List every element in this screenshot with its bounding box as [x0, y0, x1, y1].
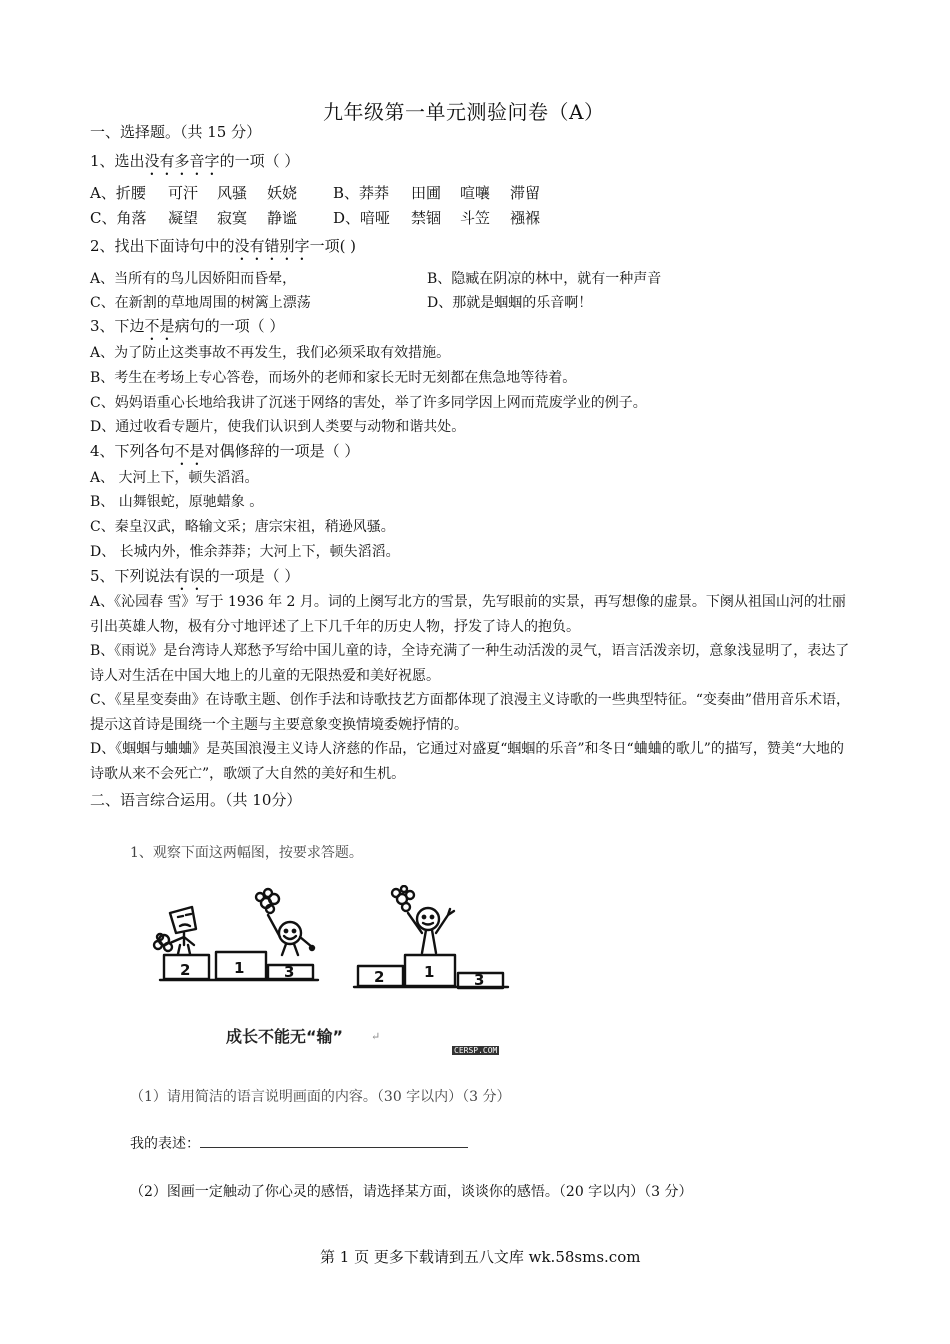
q1-stem: [90, 150, 299, 179]
return-mark-icon: ↵: [371, 1030, 381, 1043]
q1-word: 寂寞: [217, 209, 248, 227]
right-podium-label-3: 3: [474, 971, 485, 989]
q1-stem-emphasis: 没有多音字: [144, 152, 220, 170]
q1-row1: [90, 182, 540, 204]
answer-line: [130, 1133, 468, 1155]
q4-option-c: C、秦皇汉武，略输文采；唐宗宋祖，稍逊风骚。: [90, 519, 395, 535]
q2-option-c: C、在新割的草地周围的树篱上漂荡: [90, 295, 311, 311]
q2-stem-emphasis: 没有错别字: [234, 237, 310, 255]
q1-word: 滞留: [510, 184, 541, 202]
q5-stem-pre: 5、下列说法: [90, 567, 175, 585]
q1-word: 禁锢: [411, 209, 442, 227]
q4-stem: [90, 440, 359, 469]
q1-option-b: B、莽莽: [333, 184, 390, 202]
q4-option-b: B、 山舞银蛇，原驰蜡象 。: [90, 494, 264, 510]
q1-row2: [90, 207, 540, 229]
q4-stem-pre: 4、下列各句: [90, 442, 175, 460]
q1-word: 可汗: [168, 184, 199, 202]
q3-stem-post: 病句的一项（ ）: [174, 317, 285, 335]
q2-stem: [90, 235, 356, 264]
podium-cartoon-figure: [140, 885, 520, 1060]
section2-q1: 1、观察下面这两幅图，按要求答题。: [130, 845, 363, 861]
section2-heading: 二、语言综合运用。（共 10分）: [90, 791, 302, 809]
q1-stem-post: 的一项（ ）: [219, 152, 300, 170]
q5-option-a: A、《沁园春 雪》写于 1936 年 2 月。词的上阕写北方的雪景，先写眼前的实景，再写想像的虚景。下阕从祖国山河的壮丽引出英雄人物，极有分寸地评述了上下几千年的历史人物，抒发了诗人的抱负。: [90, 594, 846, 635]
q1-option-c: C、角落: [90, 209, 147, 227]
q1-word: 凝望: [168, 209, 199, 227]
q4-option-d: D、 长城内外，惟余莽莽；大河上下，顿失滔滔。: [90, 544, 400, 560]
q5-option-b: B、《雨说》是台湾诗人郑愁予写给中国儿童的诗，全诗充满了一种生动活泼的灵气，语言活泼亲切，意象浅显明了，表达了诗人对生活在中国大地上的儿童的无限热爱和美好祝愿。: [90, 643, 850, 684]
q2-stem-post: 一项( ): [309, 237, 357, 255]
q3-stem-emphasis: 不是: [144, 317, 175, 335]
q5-option-d: D、《蝈蝈与蛐蛐》是英国浪漫主义诗人济慈的作品，它通过对盛夏“蝈蝈的乐音”和冬日“蛐蛐的歌儿”的描写，赞美“大地的诗歌从来不会死亡”，歌颂了大自然的美好和生机。: [90, 741, 845, 782]
q4-option-a: A、 大河上下，顿失滔滔。: [90, 470, 259, 486]
figure-watermark: CERSP.COM: [454, 1046, 498, 1055]
figure-caption: 成长不能无“输”: [226, 1027, 344, 1046]
section2-sub2: （2）图画一定触动了你心灵的感悟，请选择某方面，谈谈你的感悟。（20 字以内）（3 分）: [130, 1184, 693, 1200]
q1-word: 妖娆: [267, 184, 298, 202]
left-podium-label-3: 3: [284, 963, 295, 981]
q3-option-b: B、考生在考场上专心答卷，而场外的老师和家长无时无刻都在焦急地等待着。: [90, 370, 577, 386]
q1-word: 喧嚷: [460, 184, 491, 202]
q2-stem-pre: 2、找出下面诗句中的: [90, 237, 235, 255]
left-podium-label-2: 2: [180, 961, 191, 979]
q1-option-d: D、喑哑: [333, 209, 391, 227]
q5-option-c: C、《星星变奏曲》在诗歌主题、创作手法和诗歌技艺方面都体现了浪漫主义诗歌的一些典型特征。“变奏曲”借用音乐术语，提示这首诗是围绕一个主题与主要意象变换情境委婉抒情的。: [90, 692, 851, 733]
q3-stem-pre: 3、下边: [90, 317, 145, 335]
right-podium-label-1: 1: [424, 963, 435, 981]
q1-word: 襁褓: [510, 209, 541, 227]
q2-option-b: B、隐臧在阴凉的林中，就有一种声音: [427, 271, 662, 287]
answer-label: 我的表述：: [130, 1136, 200, 1152]
q5-stem-post: 的一项是（ ）: [204, 567, 300, 585]
q2-option-a: A、当所有的鸟儿因娇阳而昏晕，: [90, 271, 297, 287]
q1-word: 静谧: [267, 209, 298, 227]
q4-stem-emphasis: 不是: [174, 442, 205, 460]
q1-option-a: A、折腰: [90, 184, 146, 202]
q4-stem-post: 对偶修辞的一项是（ ）: [204, 442, 360, 460]
q1-word: 风骚: [217, 184, 248, 202]
q2-option-d: D、那就是蝈蝈的乐音啊！: [427, 295, 593, 311]
q1-stem-pre: 1、选出: [90, 152, 145, 170]
section1-heading: 一、选择题。（共 15 分）: [90, 123, 262, 141]
page-footer: 第 1 页 更多下载请到五八文库 wk.58sms.com: [320, 1248, 641, 1266]
q3-stem: [90, 315, 284, 344]
section2-sub1: （1）请用简洁的语言说明画面的内容。（30 字以内）（3 分）: [130, 1089, 511, 1105]
q5-stem-emphasis: 有误: [174, 567, 205, 585]
q3-option-d: D、通过收看专题片，使我们认识到人类要与动物和谐共处。: [90, 419, 466, 435]
left-podium-label-1: 1: [234, 959, 245, 977]
q3-option-c: C、妈妈语重心长地给我讲了沉迷于网络的害处，举了许多同学因上网而荒废学业的例子。: [90, 395, 647, 411]
answer-blank-input[interactable]: [200, 1133, 468, 1148]
q1-word: 斗笠: [460, 209, 491, 227]
page-title: 九年级第一单元测验问卷（A）: [323, 100, 605, 124]
q1-word: 田圃: [411, 184, 442, 202]
right-podium-label-2: 2: [374, 968, 385, 986]
q3-option-a: A、为了防止这类事故不再发生，我们必须采取有效措施。: [90, 345, 451, 361]
